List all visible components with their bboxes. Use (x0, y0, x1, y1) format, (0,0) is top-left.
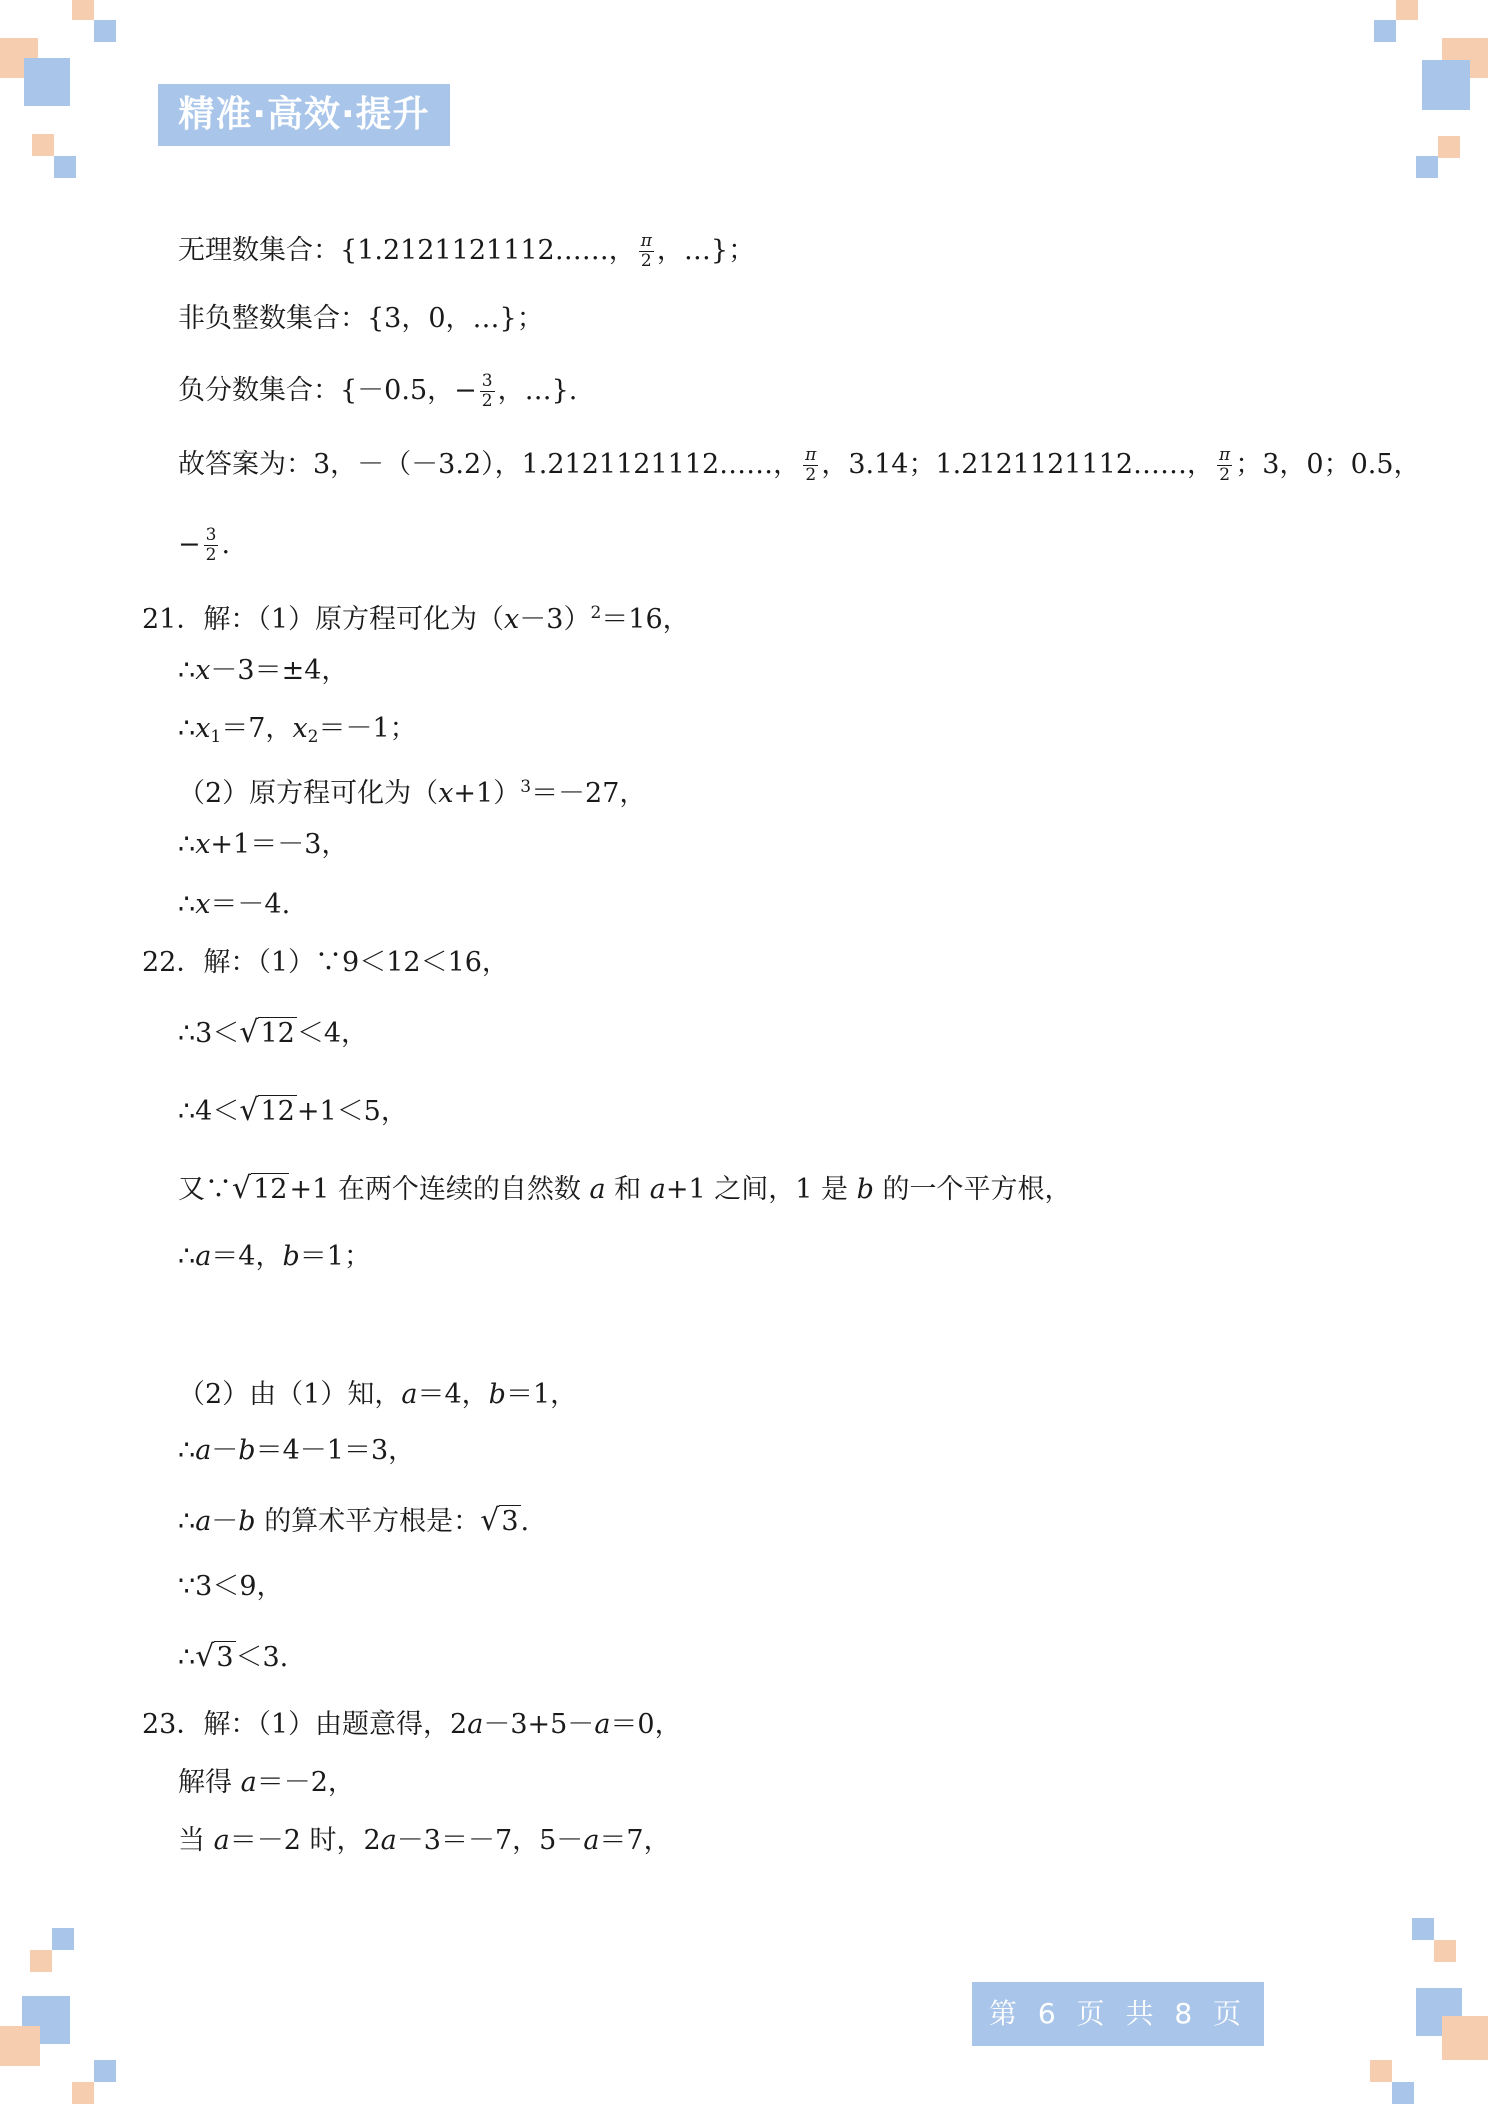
radical-sign: √ (195, 1639, 215, 1674)
text: －3＝±4， (210, 655, 349, 686)
page-number-badge: 第 6 页 共 8 页 (972, 1982, 1264, 2046)
fraction-denominator: 2 (1219, 465, 1231, 485)
text: +1＝－3， (210, 829, 349, 860)
text: 解得 (178, 1767, 232, 1798)
therefore-symbol: ∴ (178, 1241, 196, 1272)
minus-sign: − (178, 529, 201, 560)
sqrt-12 (239, 1016, 296, 1051)
minus-sign: − (454, 375, 477, 406)
q22-line-8 (178, 1504, 529, 1539)
text: 23．解：（1）由题意得，2 (142, 1709, 468, 1740)
negative-fraction-set-line (178, 372, 577, 411)
fraction-numerator: π (1219, 445, 1231, 465)
text: 当 (178, 1825, 205, 1856)
variable: a (401, 1379, 418, 1410)
subscript: 1 (210, 727, 222, 747)
fraction-3-over-2 (480, 372, 495, 411)
fraction-pi-over-2 (803, 446, 818, 485)
text: ＝16， (601, 604, 690, 635)
text: +1 在两个连续的自然数 (289, 1174, 581, 1205)
q23-line-3 (178, 1824, 671, 1858)
text: ＝1， (505, 1379, 578, 1410)
answer-summary-line (178, 446, 1421, 485)
fraction-denominator: 2 (205, 545, 217, 565)
text: ＝7， (599, 1825, 671, 1856)
negative-fraction-tail: ，…}. (497, 375, 578, 406)
variable: b (856, 1174, 874, 1205)
irrational-set-label: 无理数集合：{ (178, 235, 358, 266)
therefore-symbol: ∴ (178, 829, 196, 860)
fraction-3-over-2 (204, 526, 219, 565)
therefore-symbol: ∴ (178, 1435, 196, 1466)
variable: a (649, 1174, 666, 1205)
q22-line-5 (178, 1240, 371, 1274)
radicand: 3 (501, 1506, 519, 1537)
sqrt-3 (480, 1504, 520, 1539)
q21-line-3 (178, 712, 417, 754)
text: ∴3＜ (178, 1018, 240, 1049)
exponent: 3 (520, 777, 532, 797)
answer-part-b: ，3.14；1.2121121112……， (821, 449, 1215, 480)
radical-sign: √ (480, 1503, 500, 1538)
text: －3＝－7，5－ (396, 1825, 584, 1856)
text: － (211, 1435, 239, 1466)
text: ＝1； (299, 1241, 371, 1272)
variable: x (504, 604, 520, 635)
variable: x (195, 889, 211, 920)
fraction-denominator: 2 (640, 251, 652, 271)
fraction-numerator: π (805, 445, 817, 465)
fraction-pi-over-2 (1217, 446, 1232, 485)
text: ＝－2 时，2 (229, 1825, 381, 1856)
radicand: 12 (253, 1174, 288, 1205)
subscript: 2 (307, 727, 319, 747)
fraction-numerator: 3 (205, 525, 217, 545)
irrational-set-tail: ，…}； (656, 235, 756, 266)
irrational-value: 1.2121121112……， (357, 235, 636, 266)
radicand: 3 (216, 1642, 234, 1673)
header-badge: 精准·高效·提升 (158, 84, 450, 146)
q22-line-7 (178, 1434, 415, 1468)
q22-line-6 (178, 1378, 577, 1412)
fraction-numerator: 3 (481, 371, 493, 391)
variable: a (594, 1709, 611, 1740)
q22-line-4 (178, 1172, 1072, 1207)
text: . (520, 1506, 530, 1537)
text: －3） (519, 604, 591, 635)
variable: a (195, 1241, 212, 1272)
text: 又∵ (178, 1174, 232, 1205)
variable: b (238, 1435, 256, 1466)
text: 的一个平方根， (882, 1174, 1072, 1205)
therefore-symbol: ∴ (178, 655, 196, 686)
answer-part-a: 故答案为：3，－（－3.2），1.2121121112……， (178, 449, 801, 480)
text: （2）由（1）知， (178, 1379, 402, 1410)
period: . (221, 529, 231, 560)
variable: x (195, 655, 211, 686)
fraction-denominator: 2 (481, 391, 493, 411)
text: －3+5－ (483, 1709, 595, 1740)
q23-line-2 (178, 1766, 355, 1800)
radical-sign: √ (239, 1093, 259, 1128)
variable: a (195, 1506, 212, 1537)
radical-sign: √ (239, 1015, 259, 1050)
q22-line-10 (178, 1640, 288, 1675)
answer-summary-end (178, 526, 230, 565)
variable: b (282, 1241, 300, 1272)
text: ＝－4. (210, 889, 291, 920)
variable: a (589, 1174, 606, 1205)
q21-line-5 (178, 828, 348, 862)
variable: b (238, 1506, 256, 1537)
text: （2）原方程可化为（ (178, 778, 439, 809)
text: +1） (453, 778, 521, 809)
q21-line-4 (178, 770, 646, 811)
variable: a (467, 1709, 484, 1740)
variable: x (292, 713, 308, 744)
variable: a (213, 1825, 230, 1856)
irrational-set-line (178, 232, 755, 271)
text: 21．解：（1）原方程可化为（ (142, 604, 505, 635)
q23-line-1 (142, 1708, 682, 1742)
radicand: 12 (260, 1096, 295, 1127)
non-negative-integer-set: 非负整数集合：{3，0，…}； (178, 303, 544, 334)
text: 的算术平方根是： (264, 1506, 481, 1537)
sqrt-12 (232, 1172, 289, 1207)
text: +1＜5， (296, 1096, 408, 1127)
text: ＝4－1＝3， (255, 1435, 416, 1466)
text: ＝7， (221, 713, 293, 744)
q21-line-6 (178, 888, 290, 922)
text: 和 (614, 1174, 642, 1205)
variable: b (488, 1379, 506, 1410)
therefore-symbol: ∴ (178, 1506, 196, 1537)
q21-line-2 (178, 654, 348, 688)
variable: a (195, 1435, 212, 1466)
variable: a (380, 1825, 397, 1856)
text: ＜4， (296, 1018, 369, 1049)
fraction-denominator: 2 (805, 465, 817, 485)
negative-fraction-label: 负分数集合：{－0.5， (178, 375, 455, 406)
variable: x (195, 829, 211, 860)
text: ＝4， (211, 1241, 283, 1272)
text: ＝－2， (256, 1767, 355, 1798)
therefore-symbol: ∴ (178, 713, 196, 744)
sqrt-12 (239, 1094, 296, 1129)
sqrt-3 (195, 1640, 235, 1675)
q21-line-1 (142, 596, 690, 637)
therefore-symbol: ∴ (178, 889, 196, 920)
variable: a (583, 1825, 600, 1856)
text: +1 之间，1 是 (665, 1174, 849, 1205)
radical-sign: √ (232, 1171, 252, 1206)
radicand: 12 (260, 1018, 295, 1049)
exponent: 2 (590, 603, 602, 623)
q22-line-1: 22．解：（1）∵9＜12＜16， (142, 947, 509, 978)
text: ＝4， (417, 1379, 489, 1410)
variable: x (438, 778, 454, 809)
text: ∴4＜ (178, 1096, 240, 1127)
variable: x (195, 713, 211, 744)
text: ＝－27， (531, 778, 647, 809)
text: ＝－1； (318, 713, 417, 744)
text: ＝0， (610, 1709, 682, 1740)
text: ＜3. (235, 1642, 289, 1673)
fraction-numerator: π (640, 231, 652, 251)
q22-line-3 (178, 1094, 408, 1129)
therefore-symbol: ∴ (178, 1642, 196, 1673)
text: － (211, 1506, 239, 1537)
fraction-pi-over-2 (639, 232, 654, 271)
q22-line-2 (178, 1016, 368, 1051)
answer-part-c: ；3，0；0.5， (1235, 449, 1421, 480)
variable: a (240, 1767, 257, 1798)
q22-line-9: ∵3＜9， (178, 1571, 284, 1602)
